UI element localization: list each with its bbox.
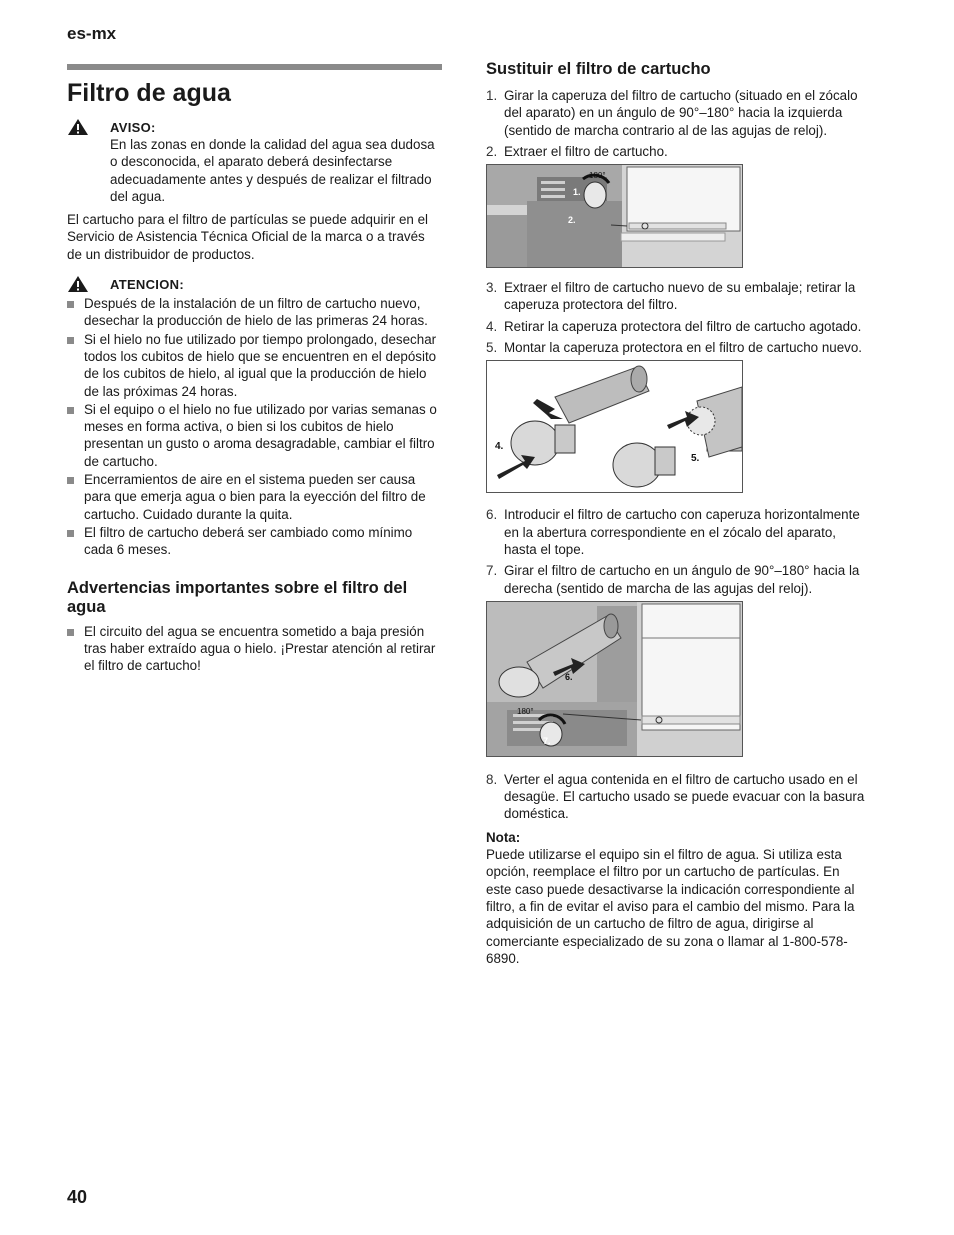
step-label: 4. xyxy=(495,441,504,453)
figure-remove-filter xyxy=(486,164,743,268)
language-code: es-mx xyxy=(67,24,117,43)
list-item: Encerramientos de aire en el sistema pueden ser causa para que emerja agua o bien para la eyección del filtro de cartucho. Cuidado durante la quita. xyxy=(67,471,443,523)
list-item: El circuito del agua se encuentra sometido a baja presión tras haber extraído agua o hielo. ¡Prestar atención al retirar el filtro de cartucho! xyxy=(67,623,443,675)
step-label: 6. xyxy=(565,671,573,682)
insert-filter-illustration xyxy=(487,602,742,756)
list-item: Si el equipo o el hielo no fue utilizado por varias semanas o meses en forma activa, o bien si los cubitos de hielo presentan un gusto o aroma desagradable, cambiar el filtro de cartucho. xyxy=(67,401,443,470)
step-label: 1. xyxy=(573,187,581,198)
advertencias-heading: Advertencias importantes sobre el filtro del agua xyxy=(67,578,408,616)
sustituir-heading: Sustituir el filtro de cartucho xyxy=(486,60,711,78)
step-item: 2. Extraer el filtro de cartucho. xyxy=(486,143,668,159)
warning-icon xyxy=(67,118,89,136)
steps-list-a xyxy=(486,87,866,160)
advertencias-list xyxy=(67,623,443,675)
step-label: 2. xyxy=(568,215,576,226)
step-label: 7. xyxy=(543,735,551,746)
cap-exchange-illustration xyxy=(487,361,742,492)
step-item: 6. Introducir el filtro de cartucho con caperuza horizontalmente en la abertura correspondiente en el zócalo del aparato, hasta el tope. xyxy=(486,507,860,557)
note-label: Nota: xyxy=(486,829,521,845)
steps-list-c xyxy=(486,506,866,596)
list-item: El filtro de cartucho deberá ser cambiado como mínimo cada 6 meses. xyxy=(67,524,443,559)
left-column xyxy=(67,64,443,675)
list-item: Si el hielo no fue utilizado por tiempo prolongado, desechar todos los cubitos de hielo que se encuentren en el depósito de los cubitos de hielo, al igual que la producción de hielo de las próximas 24 horas. xyxy=(67,331,443,400)
step-label: 5. xyxy=(691,453,700,465)
remove-filter-illustration xyxy=(487,165,742,267)
intro-paragraph: El cartucho para el filtro de partículas se puede adquirir en el Servicio de Asistencia Técnica Oficial de la marca o a través de un distribuidor de productos. xyxy=(67,212,429,262)
aviso-heading xyxy=(67,118,443,136)
step-item: 3. Extraer el filtro de cartucho nuevo de su embalaje; retirar la caperuza protectora del filtro. xyxy=(486,280,856,313)
atencion-label: ATENCION: xyxy=(110,276,184,292)
figure-caps xyxy=(486,360,743,493)
atencion-heading xyxy=(67,275,443,293)
right-column xyxy=(486,60,866,967)
figure-insert-filter xyxy=(486,601,743,757)
step-item: 4. Retirar la caperuza protectora del filtro de cartucho agotado. xyxy=(486,318,862,334)
step-item: 7. Girar el filtro de cartucho en un ángulo de 90°–180° hacia la derecha (sentido de marcha de las agujas del reloj). xyxy=(486,563,860,596)
note-text: Puede utilizarse el equipo sin el filtro de agua. Si utiliza esta opción, reemplace el filtro por un cartucho de partículas. En este caso puede desactivarse la indicación correspondiente al filtro, a fin de evitar el aviso para el cambio del mismo. Para la adquisición de un cartucho de filtro de agua, dirigirse al comerciante especializado de su zona o llamar al 1-800-578-6890. xyxy=(486,847,855,966)
aviso-label: AVISO: xyxy=(110,119,156,135)
page-title: Filtro de agua xyxy=(67,79,231,107)
aviso-text: En las zonas en donde la calidad del agua sea dudosa o desconocida, el aparato deberá desinfectarse adecuadamente antes y después de realizar el filtrado del agua. xyxy=(110,137,435,204)
steps-list-d xyxy=(486,771,866,823)
steps-list-b xyxy=(486,279,866,356)
atencion-list xyxy=(67,295,443,558)
warning-icon xyxy=(67,275,89,293)
step-item: 5. Montar la caperuza protectora en el filtro de cartucho nuevo. xyxy=(486,340,863,356)
step-item: 1. Girar la caperuza del filtro de cartucho (situado en el zócalo del aparato) en un ángulo de 90°–180° hacia la izquierda (sentido de marcha contrario al de las agujas de reloj). xyxy=(486,88,858,138)
angle-label: 180° xyxy=(517,706,534,716)
list-item: Después de la instalación de un filtro de cartucho nuevo, desechar la producción de hielo de las primeras 24 horas. xyxy=(67,295,443,330)
step-item: 8. Verter el agua contenida en el filtro de cartucho usado en el desagüe. El cartucho usado se puede evacuar con la basura doméstica. xyxy=(486,771,865,822)
section-rule xyxy=(67,64,442,70)
page-number: 40 xyxy=(67,1187,88,1207)
angle-label: 180° xyxy=(589,171,606,181)
